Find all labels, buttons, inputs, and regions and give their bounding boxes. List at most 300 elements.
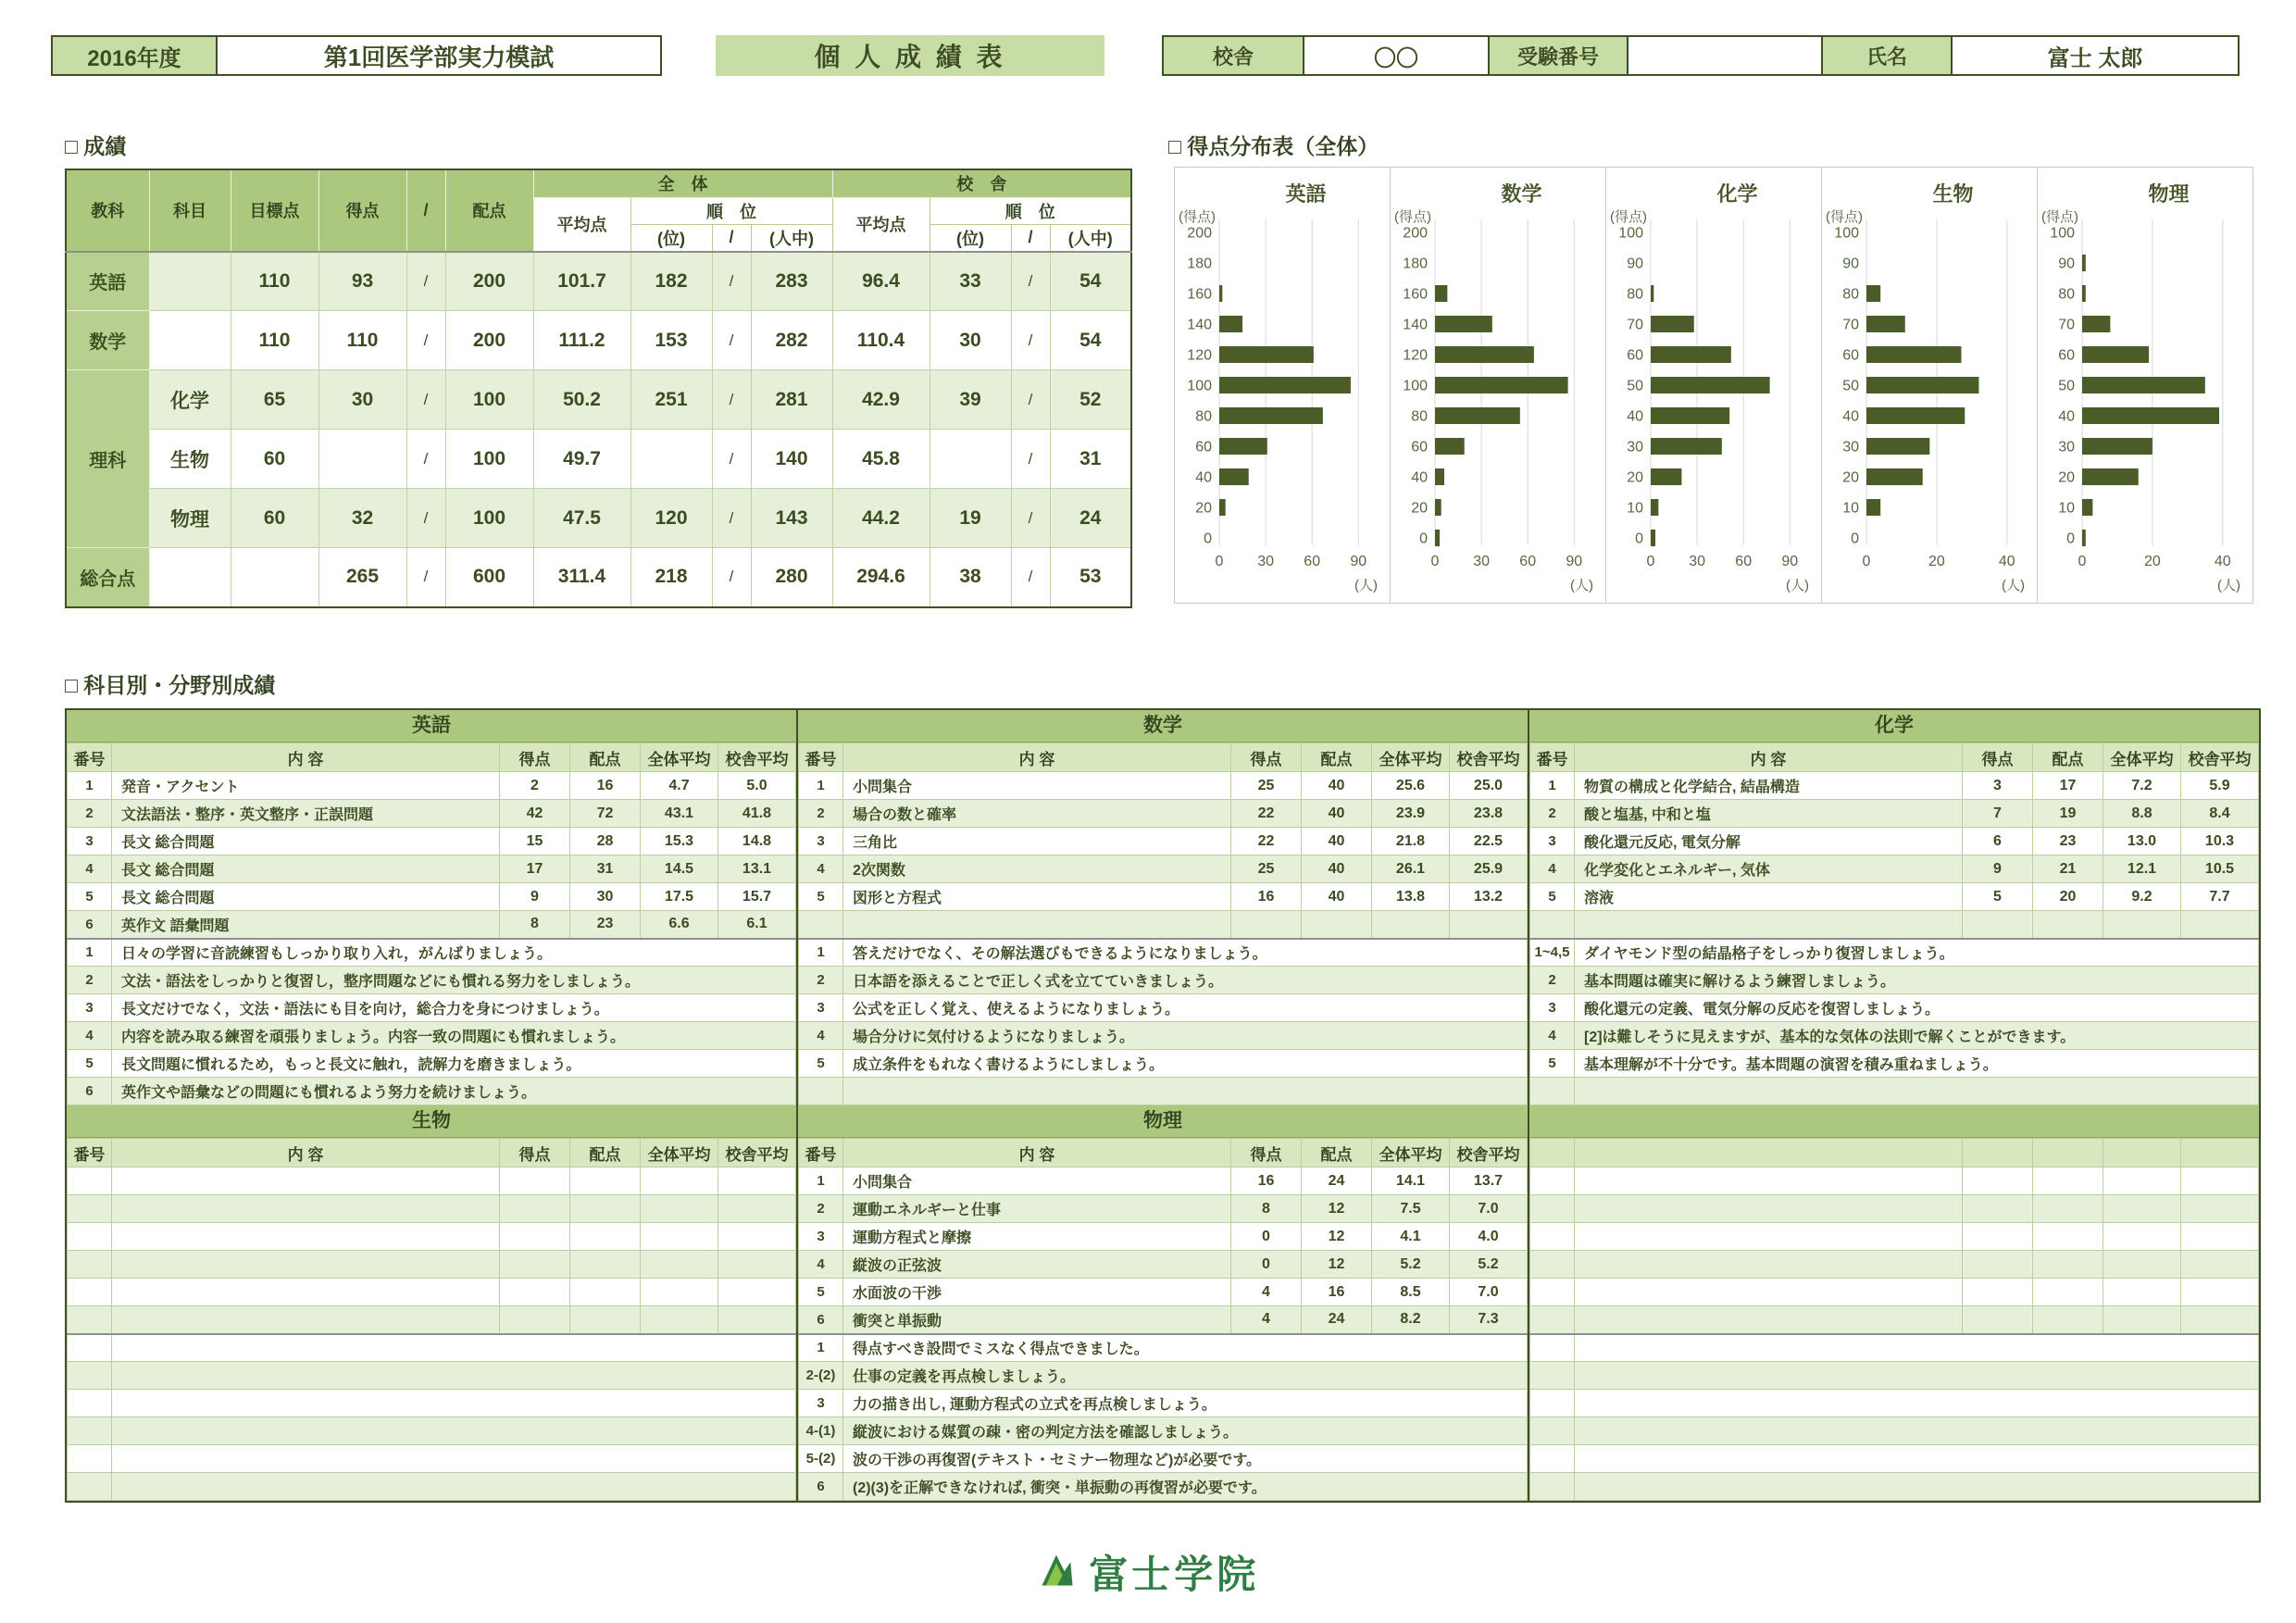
- svg-text:100: 100: [1187, 378, 1212, 394]
- svg-text:160: 160: [1187, 286, 1212, 303]
- cell-kyoka: 総合点: [66, 548, 149, 607]
- comment-no: 5-(2): [799, 1445, 843, 1473]
- cell-alloc: 100: [445, 370, 533, 430]
- comment-no: 4: [68, 1022, 112, 1050]
- subject-data-row: [68, 1279, 796, 1306]
- cell-school-avg: 22.5: [1450, 828, 1528, 855]
- svg-text:60: 60: [1519, 554, 1537, 569]
- cell-target: 65: [231, 370, 318, 430]
- cell-slash: /: [406, 430, 445, 489]
- svg-text:20: 20: [1627, 469, 1643, 486]
- svg-text:20: 20: [1411, 500, 1428, 517]
- cell-no: 3: [1530, 828, 1575, 855]
- cell-kamoku: 生物: [149, 430, 231, 489]
- cell-alloc: 16: [1302, 1279, 1372, 1306]
- subject-data-row: [799, 1223, 1528, 1251]
- cell-no: [1530, 1306, 1575, 1334]
- svg-text:160: 160: [1403, 286, 1428, 303]
- svg-text:200: 200: [1187, 225, 1212, 242]
- cell-content: 溶液: [1575, 883, 1963, 911]
- svg-text:40: 40: [2058, 408, 2075, 425]
- cell-slash: /: [406, 311, 445, 370]
- cell-school-avg: 110.4: [832, 311, 930, 370]
- subject-data-row: [1530, 855, 2259, 883]
- cell-alloc: 40: [1302, 772, 1372, 800]
- cell-school-avg: 42.9: [832, 370, 930, 430]
- svg-text:90: 90: [1627, 256, 1643, 272]
- comment-no: 2: [68, 967, 112, 994]
- section-title-breakdown: □ 科目別・分野別成績: [65, 673, 276, 697]
- subject-header-row: [799, 1139, 1528, 1167]
- col-content: 内 容: [843, 1139, 1231, 1167]
- comment-no: [1530, 1473, 1575, 1501]
- cell-score: [500, 1167, 570, 1195]
- svg-text:80: 80: [1411, 408, 1428, 425]
- subject-comment-row: [799, 1445, 1528, 1473]
- cell-content: 小問集合: [843, 1167, 1231, 1195]
- cell-content: 長文 総合問題: [112, 855, 500, 883]
- cell-target: 60: [231, 430, 318, 489]
- col-school-avg: 校舎平均: [718, 743, 796, 772]
- cell-content: 運動エネルギーと仕事: [843, 1195, 1231, 1223]
- cell-score: [1963, 1223, 2033, 1251]
- comment-no: 2: [799, 967, 843, 994]
- cell-overall-avg: 47.5: [533, 489, 630, 548]
- cell-school-rank: 33: [930, 252, 1011, 311]
- cell-content: 衝突と単振動: [843, 1306, 1231, 1334]
- cell-school-avg: 294.6: [832, 548, 930, 607]
- comment-text: 酸化還元の定義、電気分解の反応を復習しましょう。: [1575, 994, 2259, 1022]
- cell-alloc: [570, 1167, 641, 1195]
- comment-text: [112, 1334, 796, 1362]
- subject-data-row: [68, 1167, 796, 1195]
- cell-school-avg: [718, 1306, 796, 1334]
- subject-data-row: [799, 855, 1528, 883]
- comment-no: [68, 1417, 112, 1445]
- subject-comment-row: [68, 1050, 796, 1078]
- subject-comment-row: [68, 1417, 796, 1445]
- cell-score: 6: [1963, 828, 2033, 855]
- breakdown-band-1: [67, 710, 2259, 1105]
- col-overall-avg: 全体平均: [641, 743, 718, 772]
- cell-score: 0: [1231, 1223, 1302, 1251]
- comment-text: [112, 1473, 796, 1501]
- subject-data-row: [68, 1306, 796, 1334]
- cell-alloc: 30: [570, 883, 641, 911]
- subject-table-english: [67, 743, 796, 1105]
- svg-text:90: 90: [2058, 256, 2075, 272]
- cell-content: [112, 1167, 500, 1195]
- svg-text:90: 90: [1566, 554, 1583, 569]
- subject-comment-row: [1530, 939, 2259, 967]
- subject-data-row: [68, 883, 796, 911]
- col-no: 番号: [799, 743, 843, 772]
- svg-text:10: 10: [1842, 500, 1859, 517]
- cell-school-rank: 39: [930, 370, 1011, 430]
- svg-text:90: 90: [1781, 554, 1799, 569]
- cell-overall-avg: [641, 1279, 718, 1306]
- comment-no: [1530, 1417, 1575, 1445]
- comment-text: 長文問題に慣れるため，もっと長文に触れ，読解力を磨きましょう。: [112, 1050, 796, 1078]
- score-row-english: [66, 252, 1131, 311]
- comment-text: [2]は難しそうに見えますが、基本的な気体の法則で解くことができます。: [1575, 1022, 2259, 1050]
- examinee-no-label: 受験番号: [1488, 37, 1627, 74]
- comment-text: [112, 1362, 796, 1390]
- cell-alloc: 23: [2033, 828, 2103, 855]
- cell-alloc: 40: [1302, 800, 1372, 828]
- cell-overall-rank: 251: [630, 370, 712, 430]
- cell-overall-avg: 17.5: [641, 883, 718, 911]
- subject-header-row: [1530, 743, 2259, 772]
- cell-slash: /: [1011, 311, 1050, 370]
- subject-comment-row: [1530, 994, 2259, 1022]
- subject-data-row: [68, 772, 796, 800]
- cell-content: [112, 1279, 500, 1306]
- cell-school-avg: 45.8: [832, 430, 930, 489]
- subject-comment-row: [799, 994, 1528, 1022]
- cell-slash: /: [712, 252, 751, 311]
- cell-target: [231, 548, 318, 607]
- cell-content: [1575, 1167, 1963, 1195]
- cell-no: [68, 1195, 112, 1223]
- subject-data-row: [1530, 1195, 2259, 1223]
- comment-no: 1: [799, 1334, 843, 1362]
- header-spacer: [1104, 35, 1162, 76]
- comment-text: 波の干渉の再復習(テキスト・セミナー物理など)が必要です。: [843, 1445, 1528, 1473]
- cell-content: [1575, 1306, 1963, 1334]
- cell-alloc: 40: [1302, 828, 1372, 855]
- cell-school-avg: 6.1: [718, 911, 796, 939]
- svg-text:40: 40: [1998, 554, 2015, 569]
- cell-score: [1963, 1279, 2033, 1306]
- cell-overall-of: 280: [751, 548, 832, 607]
- svg-text:(人): (人): [1354, 578, 1378, 593]
- subject-title-math: 数学: [798, 710, 1528, 743]
- subject-data-row: [799, 1167, 1528, 1195]
- cell-overall-avg: [641, 1251, 718, 1279]
- subject-title-english: 英語: [67, 710, 796, 743]
- col-alloc: [2033, 1139, 2103, 1167]
- svg-text:60: 60: [2058, 347, 2075, 364]
- section-title-scores: □ 成績: [65, 134, 127, 158]
- svg-text:数学: 数学: [1501, 182, 1542, 206]
- cell-alloc: 72: [570, 800, 641, 828]
- cell-overall-avg: 15.3: [641, 828, 718, 855]
- campus-label: 校舎: [1164, 37, 1303, 74]
- col-overall-rank-slash: /: [712, 224, 751, 252]
- svg-text:140: 140: [1403, 317, 1428, 333]
- subject-comment-row: [68, 1022, 796, 1050]
- subject-comment-row: [799, 1417, 1528, 1445]
- col-no: 番号: [68, 1139, 112, 1167]
- cell-content: 小問集合: [843, 772, 1231, 800]
- subject-data-row: [799, 800, 1528, 828]
- cell-target: 110: [231, 252, 318, 311]
- cell-school-avg: [2181, 911, 2259, 939]
- cell-kyoka: 英語: [66, 252, 149, 311]
- cell-overall-of: 281: [751, 370, 832, 430]
- cell-content: 長文 総合問題: [112, 883, 500, 911]
- campus-value: 〇〇: [1303, 37, 1488, 74]
- subject-comment-row: [1530, 1050, 2259, 1078]
- subject-data-row: [68, 1223, 796, 1251]
- col-overall-rank-of: (人中): [751, 224, 832, 252]
- comment-no: 3: [68, 994, 112, 1022]
- cell-school-rank: 19: [930, 489, 1011, 548]
- subject-data-row: [799, 1306, 1528, 1334]
- cell-score: 30: [318, 370, 406, 430]
- svg-text:20: 20: [1195, 500, 1212, 517]
- cell-school-avg: [1450, 911, 1528, 939]
- score-summary-table: [65, 169, 1132, 608]
- comment-no: 2-(2): [799, 1362, 843, 1390]
- cell-alloc: 12: [1302, 1251, 1372, 1279]
- col-content: 内 容: [1575, 743, 1963, 772]
- cell-overall-avg: 12.1: [2103, 855, 2181, 883]
- cell-school-avg: 7.0: [1450, 1195, 1528, 1223]
- subject-data-row: [1530, 1306, 2259, 1334]
- comment-text: 英作文や語彙などの問題にも慣れるよう努力を続けましょう。: [112, 1078, 796, 1105]
- cell-content: [112, 1251, 500, 1279]
- subject-data-row: [1530, 828, 2259, 855]
- svg-text:60: 60: [1304, 554, 1321, 569]
- cell-school-avg: 5.2: [1450, 1251, 1528, 1279]
- svg-text:30: 30: [1627, 439, 1643, 456]
- svg-text:0: 0: [1215, 554, 1224, 569]
- score-row-total: [66, 548, 1131, 607]
- examinee-no-value: [1627, 37, 1821, 74]
- cell-score: 2: [500, 772, 570, 800]
- distribution-chart-english: [1174, 167, 1391, 604]
- col-alloc: 配点: [2033, 743, 2103, 772]
- cell-kyoka-rika: 理科: [66, 370, 149, 548]
- cell-score: 42: [500, 800, 570, 828]
- cell-no: 5: [799, 1279, 843, 1306]
- svg-text:200: 200: [1403, 225, 1428, 242]
- subject-block-math: [796, 710, 1528, 1105]
- svg-text:(得点): (得点): [2041, 209, 2078, 225]
- subject-comment-row: [1530, 1078, 2259, 1105]
- comment-no: 6: [68, 1078, 112, 1105]
- col-content: 内 容: [112, 1139, 500, 1167]
- cell-overall-rank: [630, 430, 712, 489]
- cell-score: 0: [1231, 1251, 1302, 1279]
- comment-no: 2: [1530, 967, 1575, 994]
- cell-school-avg: 5.9: [2181, 772, 2259, 800]
- cell-alloc: 100: [445, 489, 533, 548]
- subject-comment-row: [1530, 1022, 2259, 1050]
- subject-comment-row: [1530, 1445, 2259, 1473]
- cell-overall-avg: 4.1: [1372, 1223, 1450, 1251]
- cell-school-of: 52: [1050, 370, 1131, 430]
- comment-text: [1575, 1390, 2259, 1417]
- cell-score: [1963, 1167, 2033, 1195]
- svg-text:60: 60: [1195, 439, 1212, 456]
- cell-overall-avg: [641, 1167, 718, 1195]
- cell-score: 22: [1231, 828, 1302, 855]
- svg-text:40: 40: [1627, 408, 1643, 425]
- col-score: 得点: [1963, 743, 2033, 772]
- svg-text:(人): (人): [2217, 578, 2240, 593]
- svg-text:(得点): (得点): [1179, 209, 1216, 225]
- cell-alloc: [2033, 1195, 2103, 1223]
- comment-text: 長文だけでなく，文法・語法にも目を向け，総合力を身につけましょう。: [112, 994, 796, 1022]
- subject-title-physics: 物理: [798, 1105, 1528, 1138]
- cell-alloc: 12: [1302, 1223, 1372, 1251]
- svg-text:90: 90: [1350, 554, 1367, 569]
- comment-no: 1: [799, 939, 843, 967]
- cell-overall-rank: 182: [630, 252, 712, 311]
- subject-comment-row: [1530, 967, 2259, 994]
- cell-slash: /: [712, 548, 751, 607]
- cell-overall-avg: 43.1: [641, 800, 718, 828]
- comment-text: 基本問題は確実に解けるよう練習しましょう。: [1575, 967, 2259, 994]
- cell-no: 2: [1530, 800, 1575, 828]
- comment-no: 4-(1): [799, 1417, 843, 1445]
- cell-content: 英作文 語彙問題: [112, 911, 500, 939]
- col-score: 得点: [318, 169, 406, 252]
- section-title-distribution: □ 得点分布表（全体）: [1168, 134, 1379, 158]
- subject-data-row: [799, 1251, 1528, 1279]
- cell-no: [68, 1223, 112, 1251]
- cell-school-avg: 10.3: [2181, 828, 2259, 855]
- svg-text:60: 60: [1735, 554, 1753, 569]
- svg-text:70: 70: [2058, 317, 2075, 333]
- subject-header-row: [68, 743, 796, 772]
- svg-text:英語: 英語: [1285, 182, 1327, 206]
- subject-table-biology: [67, 1138, 796, 1501]
- cell-school-avg: [718, 1167, 796, 1195]
- col-alloc: 配点: [570, 1139, 641, 1167]
- svg-text:40: 40: [1842, 408, 1859, 425]
- cell-score: 9: [500, 883, 570, 911]
- cell-score: [1231, 911, 1302, 939]
- cell-school-of: 31: [1050, 430, 1131, 489]
- cell-kamoku: [149, 548, 231, 607]
- cell-school-avg: [2181, 1279, 2259, 1306]
- cell-kamoku: [149, 311, 231, 370]
- cell-content: [112, 1306, 500, 1334]
- report-header: [51, 35, 2240, 76]
- cell-school-avg: 41.8: [718, 800, 796, 828]
- cell-school-avg: 13.7: [1450, 1167, 1528, 1195]
- subject-comment-row: [799, 939, 1528, 967]
- cell-overall-avg: 4.7: [641, 772, 718, 800]
- cell-overall-of: 282: [751, 311, 832, 370]
- subject-data-row: [1530, 1251, 2259, 1279]
- cell-overall-avg: 5.2: [1372, 1251, 1450, 1279]
- col-school-avg: [2181, 1139, 2259, 1167]
- name-label: 氏名: [1821, 37, 1951, 74]
- cell-no: [799, 911, 843, 939]
- cell-alloc: [1302, 911, 1372, 939]
- subject-header-row: [68, 1139, 796, 1167]
- col-overall-avg: 全体平均: [641, 1139, 718, 1167]
- cell-score: 16: [1231, 1167, 1302, 1195]
- cell-alloc: 19: [2033, 800, 2103, 828]
- comment-text: [1575, 1334, 2259, 1362]
- comment-no: 4: [799, 1022, 843, 1050]
- col-school-rank-place: (位): [930, 224, 1011, 252]
- col-alloc: 配点: [570, 743, 641, 772]
- svg-text:0: 0: [1646, 554, 1655, 569]
- cell-content: 長文 総合問題: [112, 828, 500, 855]
- comment-text: (2)(3)を正解できなければ, 衝突・単振動の再復習が必要です。: [843, 1473, 1528, 1501]
- report-title-banner: 個 人 成 績 表: [716, 35, 1104, 76]
- svg-text:80: 80: [1195, 408, 1212, 425]
- cell-overall-of: 143: [751, 489, 832, 548]
- subject-data-row: [799, 828, 1528, 855]
- cell-no: [1530, 1279, 1575, 1306]
- col-school-avg: 校舎平均: [718, 1139, 796, 1167]
- subject-data-row: [68, 1251, 796, 1279]
- cell-score: [1963, 1195, 2033, 1223]
- subject-data-row: [799, 911, 1528, 939]
- svg-text:50: 50: [2058, 378, 2075, 394]
- cell-slash: /: [1011, 370, 1050, 430]
- col-school-avg: 校舎平均: [1450, 1139, 1528, 1167]
- cell-alloc: [2033, 1251, 2103, 1279]
- svg-text:生物: 生物: [1932, 182, 1974, 206]
- distribution-chart-chemistry: [1605, 167, 1822, 604]
- cell-no: [68, 1167, 112, 1195]
- svg-text:30: 30: [1689, 554, 1705, 569]
- comment-text: [112, 1390, 796, 1417]
- col-kyoka: 教科: [66, 169, 149, 252]
- subject-data-row: [1530, 1167, 2259, 1195]
- subject-comment-row: [1530, 1362, 2259, 1390]
- comment-no: 5: [1530, 1050, 1575, 1078]
- cell-no: 1: [799, 1167, 843, 1195]
- svg-text:(得点): (得点): [1394, 209, 1431, 225]
- subject-block-english: [67, 710, 796, 1105]
- cell-score: [1963, 1251, 2033, 1279]
- svg-text:40: 40: [1411, 469, 1428, 486]
- subject-comment-row: [68, 1390, 796, 1417]
- cell-no: 4: [68, 855, 112, 883]
- cell-no: 2: [68, 800, 112, 828]
- subject-comment-row: [68, 939, 796, 967]
- cell-no: 3: [799, 1223, 843, 1251]
- subject-comment-row: [68, 1078, 796, 1105]
- subject-data-row: [1530, 1223, 2259, 1251]
- fuji-gakuin-logo-icon: [1037, 1550, 1078, 1595]
- cell-score: [500, 1306, 570, 1334]
- subject-comment-row: [799, 1078, 1528, 1105]
- cell-score: 16: [1231, 883, 1302, 911]
- svg-text:80: 80: [1842, 286, 1859, 303]
- subject-data-row: [68, 855, 796, 883]
- cell-overall-avg: 14.1: [1372, 1167, 1450, 1195]
- cell-overall-avg: [2103, 911, 2181, 939]
- cell-content: [112, 1223, 500, 1251]
- svg-text:60: 60: [1627, 347, 1643, 364]
- cell-score: 8: [1231, 1195, 1302, 1223]
- comment-text: 仕事の定義を再点検しましょう。: [843, 1362, 1528, 1390]
- cell-no: 1: [68, 772, 112, 800]
- col-score: 得点: [1231, 743, 1302, 772]
- cell-school-avg: [718, 1223, 796, 1251]
- cell-no: 2: [799, 1195, 843, 1223]
- cell-school-avg: 14.8: [718, 828, 796, 855]
- student-info-bar: [1162, 35, 2240, 76]
- cell-overall-avg: 311.4: [533, 548, 630, 607]
- cell-overall-avg: 101.7: [533, 252, 630, 311]
- cell-content: [1575, 1223, 1963, 1251]
- svg-text:30: 30: [1842, 439, 1859, 456]
- comment-text: 答えだけでなく、その解法選びもできるようになりましょう。: [843, 939, 1528, 967]
- comment-no: [1530, 1078, 1575, 1105]
